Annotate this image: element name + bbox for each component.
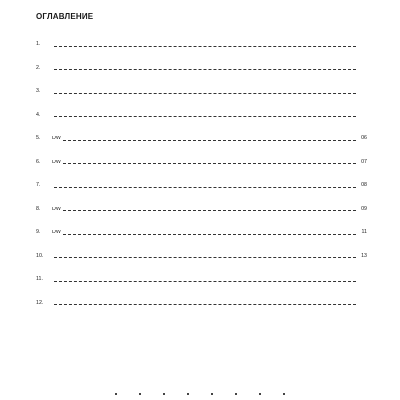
toc-entry-number: 8. [36,205,41,212]
toc-entry-title: DW [52,159,61,165]
dot-mark [163,393,165,395]
toc-entry-page: 08 [361,182,367,189]
toc-dot-leader [54,257,356,258]
toc-dot-leader [54,46,356,47]
toc-entry-page [357,48,367,57]
toc-entry [36,292,367,316]
toc-entry [36,268,367,292]
toc-entry [36,198,367,222]
toc-entry-number: 7. [36,182,41,189]
dot-mark [115,393,117,395]
toc-entry-title: DW [52,136,61,142]
toc-heading: ОГЛАВЛЕНИЕ [36,12,94,21]
toc-list [36,33,367,315]
toc-entry-page [357,118,367,127]
toc-entry [36,174,367,198]
toc-entry [36,104,367,128]
toc-dot-leader [63,234,356,235]
dot-mark [187,393,189,395]
toc-entry-title: DW [52,206,61,212]
toc-entry-page [357,95,367,104]
toc-entry-page: 11 [361,229,367,236]
dot-mark [283,393,285,395]
toc-entry-number: 2. [36,64,41,71]
toc-entry [36,245,367,269]
toc-dot-leader [54,281,356,282]
toc-entry-number: 5. [36,135,41,142]
toc-entry-page: 13 [361,252,367,259]
toc-dot-leader [63,140,356,141]
toc-entry [36,221,367,245]
toc-entry-page [357,306,367,315]
toc-entry-page [357,71,367,80]
toc-entry-number: 6. [36,158,41,165]
toc-entry [36,33,367,57]
toc-entry [36,127,367,151]
toc-entry [36,151,367,175]
toc-entry [36,57,367,81]
dot-mark [139,393,141,395]
dot-mark [211,393,213,395]
toc-entry-number: 10. [36,252,44,259]
toc-entry-title: DW [52,230,61,236]
toc-dot-leader [54,187,356,188]
toc-dot-leader [63,163,356,164]
toc-entry-page: 06 [361,135,367,142]
toc-dot-leader [54,69,356,70]
toc-entry-page [357,283,367,292]
toc-dot-leader [54,304,356,305]
toc-entry-page: 07 [361,158,367,165]
toc-entry-number: 3. [36,88,41,95]
toc-entry [36,80,367,104]
toc-entry-number: 11. [36,276,43,283]
toc-entry-number: 4. [36,111,41,118]
dot-mark [235,393,237,395]
toc-entry-number: 1. [36,41,41,48]
toc-entry-page: 09 [361,205,367,212]
toc-dot-leader [54,93,356,94]
toc-entry-number: 12. [36,299,44,306]
bottom-dotted-line [115,393,285,396]
toc-dot-leader [54,116,356,117]
toc-dot-leader [63,210,356,211]
toc-entry-number: 9. [36,229,41,236]
dot-mark [259,393,261,395]
